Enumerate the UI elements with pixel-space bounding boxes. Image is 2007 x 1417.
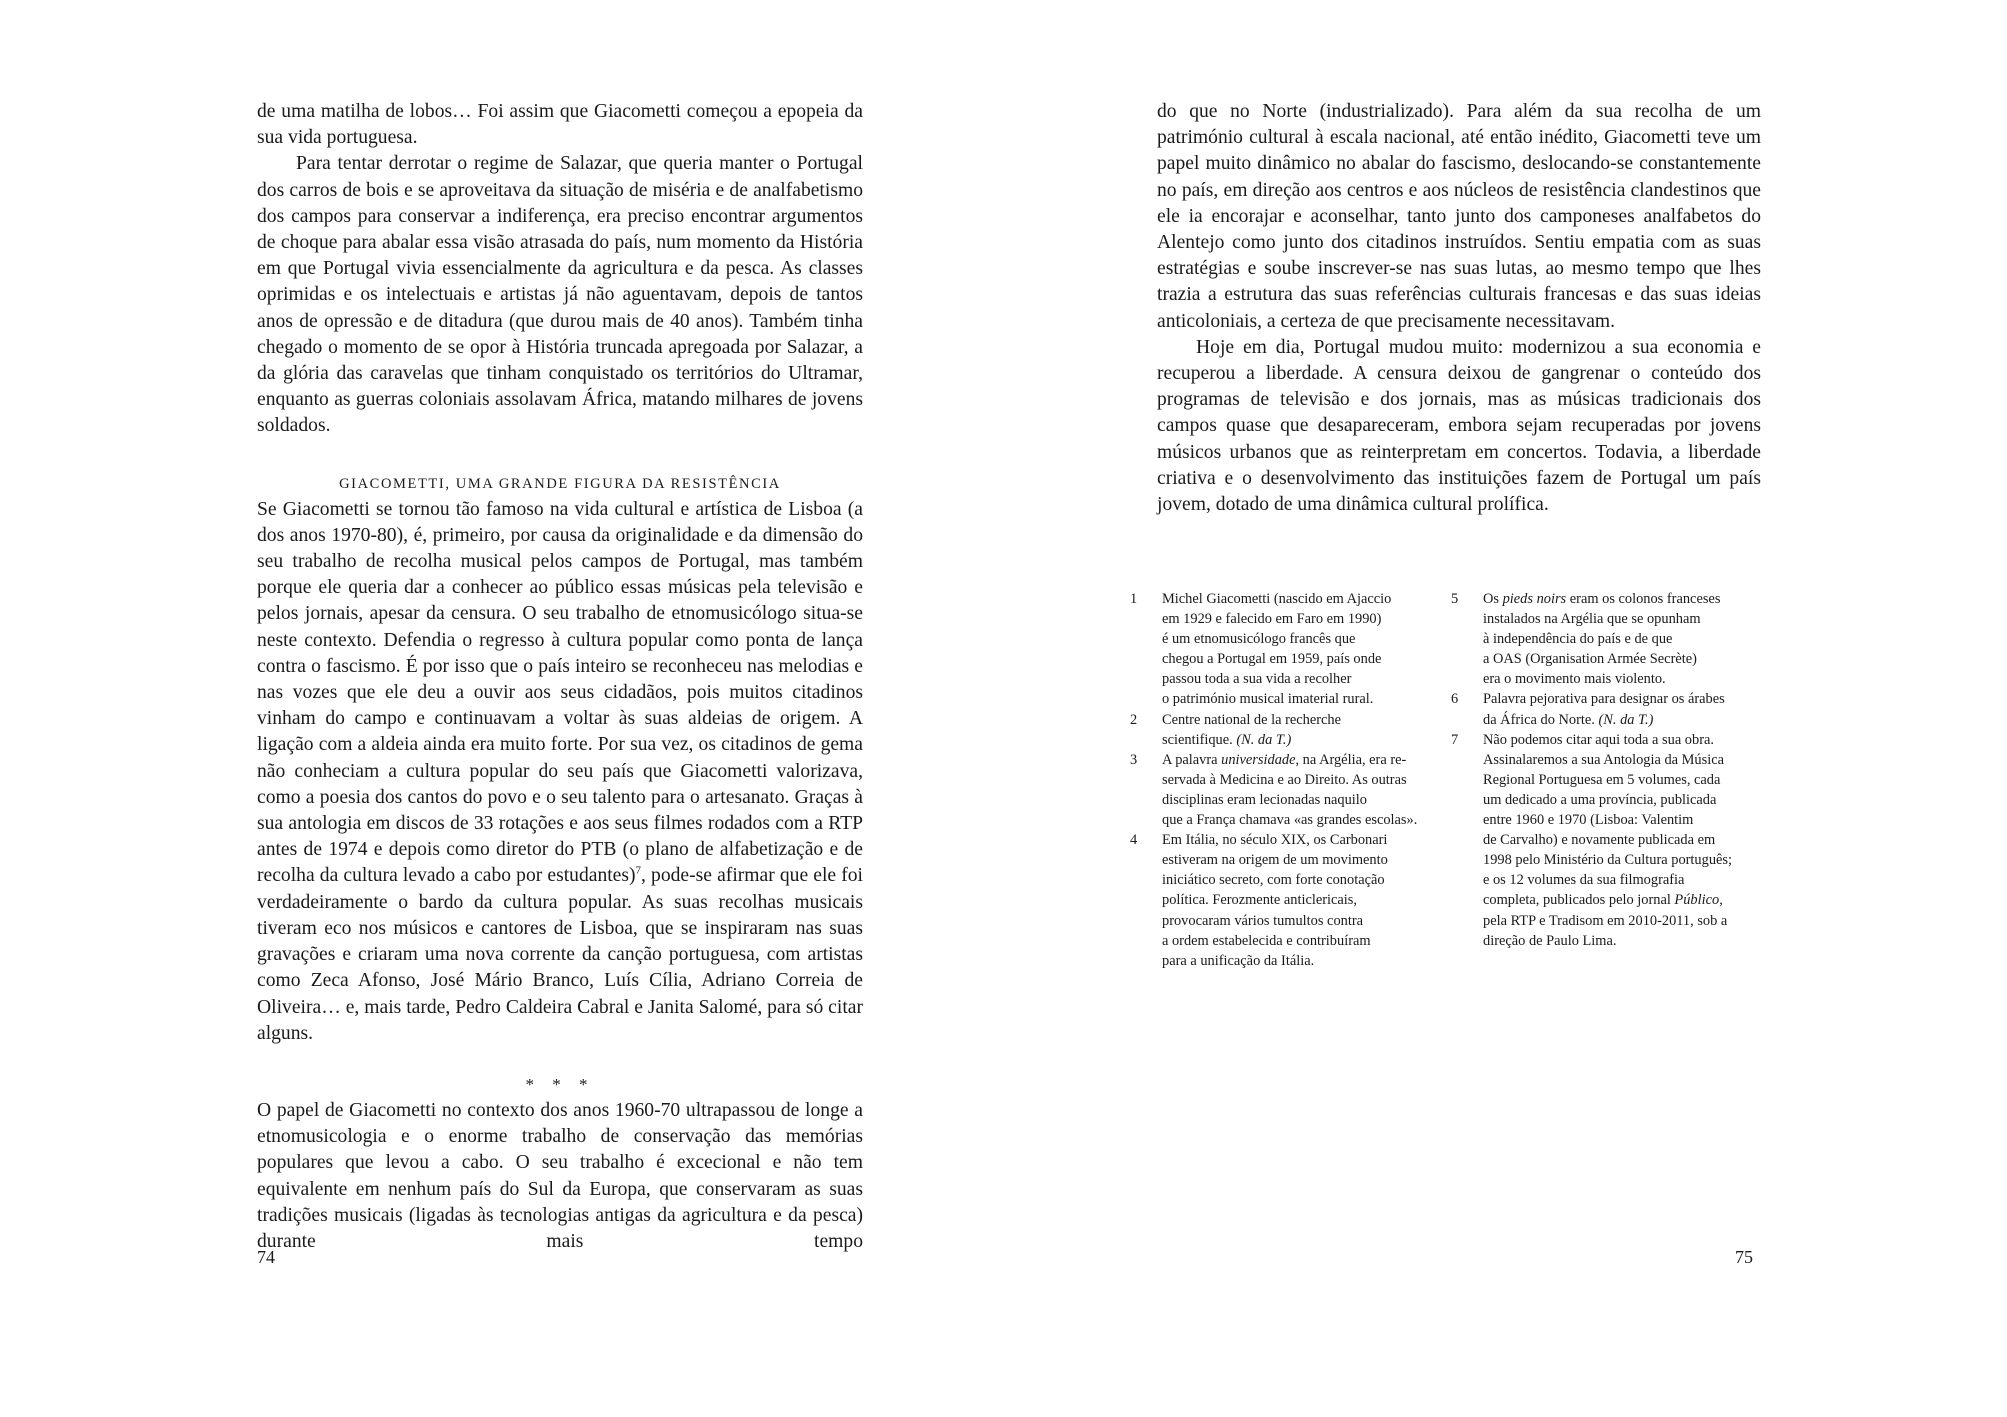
note-ref-7: 7	[635, 864, 642, 877]
section-heading: GIACOMETTI, UMA GRANDE FIGURA DA RESISTÊNCIA	[339, 475, 781, 492]
footnote-number: 1	[1130, 591, 1138, 607]
footnote-line: de Carvalho) e novamente publicada em	[1483, 832, 1716, 849]
footnote-line: 1998 pelo Ministério da Cultura português;	[1483, 852, 1733, 869]
footnote-line: Não podemos citar aqui toda a sua obra.	[1483, 731, 1714, 748]
footnote-4	[1130, 830, 1450, 971]
footnote-line: provocaram vários tumultos contra	[1162, 912, 1364, 929]
paragraph-salazar: Para tentar derrotar o regime de Salazar, que queria manter o Portugal dos carros de bois e se aproveitava da situação de miséria e de analfabetismo dos campos para conservar a indiferença, era preciso encontrar argumentos de choque para abalar essa visão atrasada do país, num momento da História em que Portugal vivia essencialmente da agricultura e da pesca. As classes oprimidas e os intelectuais e artistas já não aguentavam, depois de tantos anos de opressão e de ditadura (que durou mais de 40 anos). Também tinha chegado o momento de se opor à História truncada apregoada por Salazar, a da glória das caravelas que tinham conquistado os territórios do Ultramar, enquanto as guerras coloniais assolavam África, matando milhares de jovens soldados.	[257, 153, 863, 437]
footnotes-column-2	[1451, 589, 1771, 951]
paragraph-today: Hoje em dia, Portugal mudou muito: modernizou a sua economia e recuperou a liberdade. A censura deixou de gangrenar o conteúdo dos programas de televisão e dos jornais, mas as músicas tradicionais dos campos quase que desapareceram, embora sejam recuperadas por jovens músicos urbanos que as reinterpretam em concertos. Todavia, a liberdade criativa e o desenvolvimento das instituições fazem de Portugal um país jovem, dotado de uma dinâmica cultural prolífica.	[1157, 336, 1761, 516]
footnote-number: 2	[1130, 711, 1138, 728]
footnote-italic-term: Público	[1674, 892, 1720, 909]
footnote-line: servada à Medicina e ao Direito. As outras	[1162, 771, 1407, 788]
footnote-line: disciplinas eram lecionadas naquilo	[1162, 791, 1368, 808]
paragraph-part-b: , pode-se afirmar que ele foi verdadeiramente o bardo da cultura popular. As suas recolhas musicais tiveram eco nos músicos e cantores de Lisboa, que se inspiraram nas suas gravações e criaram uma nova corrente da canção portuguesa, com artistas como Zeca Afonso, José Mário Branco, Luís Cília, Adriano Correia de Oliveira… e, mais tarde, Pedro Caldeira Cabral e Janita Salomé, para só citar alguns.	[257, 865, 863, 1044]
footnote-fragment: , na Argélia, era re-	[1295, 751, 1407, 768]
footnote-text	[1162, 830, 1450, 971]
paragraph-giacometti-fame	[257, 497, 863, 1047]
footnote-line: política. Ferozmente anticlericais,	[1162, 892, 1357, 909]
translator-note: (N. da T.)	[1236, 731, 1292, 748]
footnote-text	[1483, 589, 1771, 689]
footnote-text	[1162, 589, 1450, 710]
page-number-left: 74	[257, 1247, 275, 1267]
footnote-line: pela RTP e Tradisom em 2010-2011, sob a	[1483, 912, 1728, 929]
paragraph-part-a: Se Giacometti se tornou tão famoso na vida cultural e artística de Lisboa (a dos anos 1970-80), é, primeiro, por causa da originalidade e da dimensão do seu trabalho de recolha musical pelos campos de Portugal, mas também porque ele queria dar a conhecer ao público essas músicas pela televisão e pelos jornais, apesar da censura. O seu trabalho de etnomusicólogo situa-se neste contexto. Defendia o regresso à cultura popular como ponta de lança contra o fascismo. É por isso que o país inteiro se reconheceu nas melodias e nas vozes que ele deu a ouvir aos seus cidadãos, pois muitos citadinos vinham do campo e continuavam a voltar às suas aldeias de origem. A ligação com a aldeia ainda era muito forte. Por sua vez, os citadinos de gema não conheciam a cultura popular do seu país que Giacometti valorizava, como a poesia dos cantos do povo e o seu talento para o artesanato. Graças à sua antologia em discos de 33 rotações e aos seus filmes rodados com a RTP antes de 1974 e depois como diretor do PTB (o plano de alfabetização e de recolha da cultura levado a cabo por estudantes)	[257, 498, 863, 887]
footnote-6	[1451, 689, 1771, 729]
footnote-line: entre 1960 e 1970 (Lisboa: Valentim	[1483, 812, 1694, 829]
translator-note: (N. da T.)	[1598, 711, 1654, 728]
footnote-7	[1451, 730, 1771, 951]
footnote-line: Assinalaremos a sua Antologia da Música	[1483, 751, 1724, 768]
footnote-line: e os 12 volumes da sua filmografia	[1483, 872, 1685, 889]
footnote-number: 7	[1451, 731, 1459, 748]
footnote-line: chegou a Portugal em 1959, país onde	[1162, 651, 1382, 668]
footnote-line: direção de Paulo Lima.	[1483, 932, 1617, 949]
footnote-line: para a unificação da Itália.	[1162, 952, 1315, 969]
footnote-line	[1483, 710, 1771, 730]
page-number-right: 75	[1735, 1247, 1753, 1267]
footnote-italic-term: universidade	[1221, 751, 1296, 768]
footnote-number: 4	[1130, 832, 1138, 849]
right-page	[1003, 0, 2007, 1417]
footnote-line	[1162, 730, 1450, 750]
paragraph-continuation: do que no Norte (industrializado). Para além da sua recolha de um património cultural à escala nacional, até então inédito, Giacometti teve um papel muito dinâmico no abalar do fascismo, deslocando-se constantemente no país, em direção aos centros e aos núcleos de resistência clandestinos que ele ia encorajar e aconselhar, tanto junto dos camponeses analfabetos do Alentejo como junto dos citadinos instruídos. Sentiu empatia com as suas estratégias e soube inscrever-se nas suas lutas, ao mesmo tempo que lhes trazia a estrutura das suas referências culturais francesas e das suas ideias anticoloniais, a certeza de que precisamente necessitavam.	[1157, 101, 1761, 332]
footnote-fragment: A palavra	[1162, 751, 1222, 768]
footnote-line: a OAS (Organisation Armée Secrète)	[1483, 651, 1697, 668]
footnote-line: era o movimento mais violento.	[1483, 671, 1666, 688]
asterism-separator: * * *	[525, 1074, 595, 1094]
footnote-line	[1162, 750, 1450, 770]
footnote-2	[1130, 710, 1450, 750]
footnote-fragment: completa, publicados pelo jornal	[1483, 892, 1675, 909]
footnote-number: 5	[1451, 591, 1459, 607]
footnote-line: o património musical imaterial rural.	[1162, 691, 1374, 708]
footnote-text	[1162, 750, 1450, 830]
footnote-text	[1483, 730, 1771, 951]
footnote-line: Palavra pejorativa para designar os árabes	[1483, 691, 1725, 708]
footnote-number: 6	[1451, 691, 1459, 708]
footnote-line: Em Itália, no século XIX, os Carbonari	[1162, 832, 1388, 849]
footnote-1	[1130, 589, 1450, 710]
footnote-line: instalados na Argélia que se opunham	[1483, 611, 1701, 628]
footnote-line: a ordem estabelecida e contribuíram	[1162, 932, 1371, 949]
footnote-text	[1483, 689, 1771, 729]
footnote-line: em 1929 e falecido em Faro em 1990)	[1162, 611, 1382, 628]
footnote-line: Regional Portuguesa em 5 volumes, cada	[1483, 771, 1721, 788]
left-page-body	[257, 99, 863, 1255]
footnote-line	[1483, 589, 1771, 609]
footnote-line: Michel Giacometti (nascido em Ajaccio	[1162, 591, 1392, 607]
footnote-fragment: scientifique.	[1162, 731, 1237, 748]
footnote-line: à independência do país e de que	[1483, 631, 1673, 648]
footnote-line: um dedicado a uma província, publicada	[1483, 791, 1717, 808]
footnote-line: é um etnomusicólogo francês que	[1162, 631, 1356, 648]
footnote-number: 3	[1130, 751, 1138, 768]
footnote-text	[1162, 710, 1450, 750]
footnotes-column-1	[1130, 589, 1450, 971]
footnote-line: iniciático secreto, com forte conotação	[1162, 872, 1385, 889]
footnote-line: passou toda a sua vida a recolher	[1162, 671, 1352, 688]
footnote-line: estiveram na origem de um movimento	[1162, 852, 1388, 869]
footnote-fragment: eram os colonos franceses	[1566, 591, 1721, 607]
footnote-italic-term: pieds noirs	[1502, 591, 1567, 607]
footnote-fragment: da África do Norte.	[1483, 711, 1599, 728]
left-page	[0, 0, 1003, 1417]
footnote-line: que a França chamava «as grandes escolas».	[1162, 812, 1418, 829]
footnote-3	[1130, 750, 1450, 830]
footnote-line	[1483, 890, 1771, 910]
footnote-line: Centre national de la recherche	[1162, 711, 1341, 728]
footnote-5	[1451, 589, 1771, 689]
footnote-fragment: Os	[1483, 591, 1503, 607]
footnote-fragment: ,	[1719, 892, 1723, 909]
right-page-body	[1157, 99, 1761, 518]
intro-line-1: de uma matilha de lobos… Foi assim que Giacometti começou a epopeia da	[257, 101, 863, 122]
intro-line-2: sua vida portuguesa.	[257, 127, 418, 149]
paragraph-role-1960-70: O papel de Giacometti no contexto dos anos 1960-70 ultrapassou de longe a etnomusicologia e o enorme trabalho de conservação das memórias populares que levou a cabo. O seu trabalho é excecional e não tem equivalente em nenhum país do Sul da Europa, que conservaram as suas tradições musicais (ligadas às tecnologias antigas da agricultura e da pesca) durante mais tempo	[257, 1099, 863, 1252]
